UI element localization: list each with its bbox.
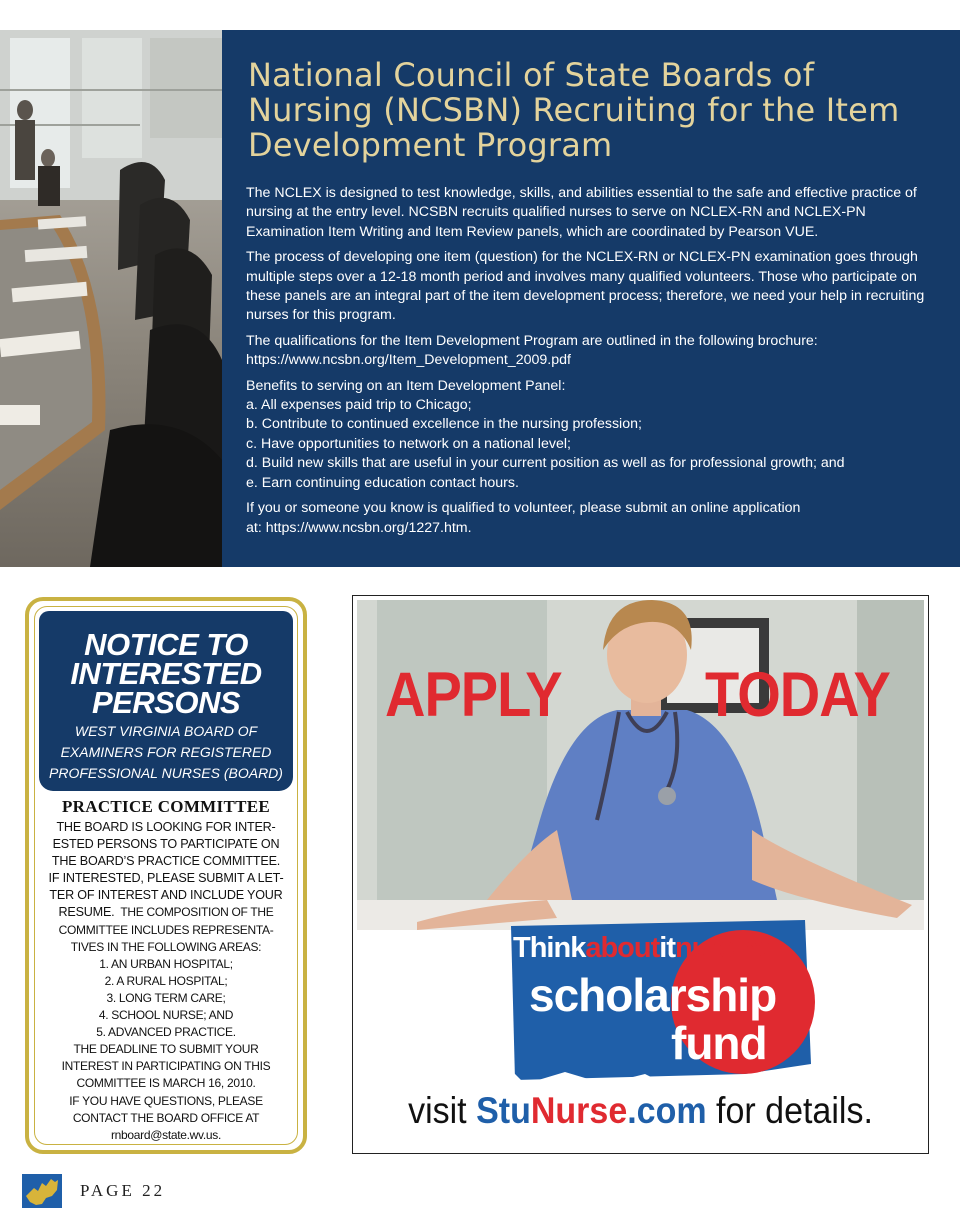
article-panel bbox=[222, 30, 960, 567]
article-title-line: National Council of State Boards of bbox=[248, 56, 815, 94]
notice-title-line: INTERESTED bbox=[70, 656, 262, 691]
benefit-item: e. Earn continuing education contact hours. bbox=[246, 474, 519, 491]
article-title bbox=[248, 58, 938, 163]
notice-title bbox=[39, 627, 293, 720]
notice-header bbox=[39, 611, 293, 791]
notice-deadline-line: COMMITTEE IS MARCH 16, 2010. bbox=[76, 1076, 256, 1091]
notice-subtitle-line: PROFESSIONAL NURSES (BOARD) bbox=[49, 765, 283, 781]
notice-area-item: 3. LONG TERM CARE; bbox=[106, 990, 226, 1005]
cta-site-stu[interactable]: Stu bbox=[476, 1090, 531, 1132]
notice-resume: RESUME. bbox=[58, 905, 115, 920]
article-paragraph: The NCLEX is designed to test knowledge, skills, and abilities essential to the safe and effective practice of nursing at the entry level. NCSBN recruits qualified nurses to serve on NCLEX-RN and NCLEX-PN Examination Item Writing and Item Review panels, which are coordinated by Pearson VUE. bbox=[246, 185, 917, 240]
notice-resume-tail: THE COMPOSITION OF THE bbox=[114, 905, 274, 920]
notice-deadline-line: CONTACT THE BOARD OFFICE AT bbox=[72, 1110, 260, 1125]
cta-tail: for details. bbox=[706, 1090, 873, 1132]
notice-body-line: THE BOARD’S PRACTICE COMMITTEE. bbox=[51, 854, 281, 869]
closing-link: at: https://www.ncsbn.org/1227.htm. bbox=[246, 519, 472, 536]
notice-heading: PRACTICE COMMITTEE bbox=[62, 797, 270, 816]
benefit-item: d. Build new skills that are useful in your current position as well as for professional growth; and bbox=[246, 455, 845, 472]
benefit-item: a. All expenses paid trip to Chicago; bbox=[246, 397, 472, 414]
west-virginia-state-icon bbox=[22, 1174, 62, 1208]
article-paragraph: The qualifications for the Item Development Program are outlined in the following brochure: https://www.ncsbn.org/Item_Development_2009.pdf bbox=[246, 332, 818, 369]
notice-body-line bbox=[43, 904, 289, 921]
benefit-item: c. Have opportunities to network on a national level; bbox=[246, 435, 571, 452]
notice-subtitle-line: WEST VIRGINIA BOARD OF bbox=[74, 723, 258, 739]
nurse-photo bbox=[357, 600, 924, 930]
notice-area-item: 5. ADVANCED PRACTICE. bbox=[96, 1025, 236, 1040]
benefits-list bbox=[246, 377, 942, 493]
notice-email: rnboard@state.wv.us. bbox=[110, 1127, 221, 1142]
logo-think-about-it-nursing bbox=[513, 932, 774, 965]
article-title-line: Nursing (NCSBN) Recruiting for the Item bbox=[248, 91, 900, 129]
article-body bbox=[246, 184, 942, 544]
article-closing bbox=[246, 499, 942, 538]
cta-site-nurse[interactable]: Nurse bbox=[530, 1090, 628, 1132]
logo-nursing: nursing bbox=[675, 932, 775, 964]
notice-body-line: ESTED PERSONS TO PARTICIPATE ON bbox=[52, 837, 280, 852]
ad-apply-text: APPLY bbox=[385, 659, 562, 730]
cta-visit: visit bbox=[408, 1090, 477, 1132]
scholarship-ad bbox=[352, 595, 929, 1154]
article-title-line: Development Program bbox=[248, 126, 613, 164]
boardroom-photo bbox=[0, 30, 222, 567]
notice-body-line: COMMITTEE INCLUDES REPRESENTA- bbox=[58, 922, 274, 937]
notice-inner-frame bbox=[34, 606, 298, 1145]
notice-area-item: 4. SCHOOL NURSE; AND bbox=[98, 1008, 234, 1023]
ad-today-text: TODAY bbox=[705, 659, 890, 730]
notice-body-line: IF INTERESTED, PLEASE SUBMIT A LET- bbox=[48, 871, 284, 886]
notice-area-item: 1. AN URBAN HOSPITAL; bbox=[99, 956, 233, 971]
notice-area-item: 2. A RURAL HOSPITAL; bbox=[104, 973, 228, 988]
benefit-item: b. Contribute to continued excellence in the nursing profession; bbox=[246, 416, 642, 433]
notice-deadline-line: IF YOU HAVE QUESTIONS, PLEASE bbox=[69, 1093, 263, 1108]
page-number: PAGE 22 bbox=[80, 1181, 166, 1200]
notice-subtitle-line: EXAMINERS FOR REGISTERED bbox=[60, 744, 272, 760]
notice-title-line: PERSONS bbox=[91, 685, 241, 720]
benefits-intro: Benefits to serving on an Item Development Panel: bbox=[246, 377, 566, 394]
nurse-illustration bbox=[357, 600, 924, 930]
notice-body-line: THE BOARD IS LOOKING FOR INTER- bbox=[56, 820, 276, 834]
logo-about: about bbox=[585, 932, 660, 964]
notice-body-line: TER OF INTEREST AND INCLUDE YOUR bbox=[49, 888, 283, 903]
cta-site-com[interactable]: .com bbox=[627, 1090, 707, 1132]
notice-body-line: TIVES IN THE FOLLOWING AREAS: bbox=[70, 939, 262, 954]
logo-fund: fund bbox=[671, 1017, 767, 1069]
logo-think: Think bbox=[513, 932, 586, 964]
boardroom-illustration bbox=[0, 30, 222, 567]
logo-it: it bbox=[659, 932, 675, 964]
notice-box bbox=[25, 597, 307, 1154]
notice-deadline-line: INTEREST IN PARTICIPATING ON THIS bbox=[61, 1059, 271, 1074]
notice-deadline-line: THE DEADLINE TO SUBMIT YOUR bbox=[73, 1042, 259, 1057]
closing-line: If you or someone you know is qualified to volunteer, please submit an online application bbox=[246, 500, 801, 517]
article-paragraph: The process of developing one item (question) for the NCLEX-RN or NCLEX-PN examination goes through multiple steps over a 12-18 month period and involves many qualified volunteers. Those who participate on these panels are an integral part of the item development process; therefore, we need your help in recruiting nurses for this program. bbox=[246, 249, 925, 324]
notice-title-line: NOTICE TO bbox=[84, 627, 248, 662]
notice-subtitle bbox=[45, 721, 287, 784]
notice-body bbox=[43, 819, 289, 1144]
logo-scholarship: scholarship bbox=[529, 969, 777, 1021]
ad-call-to-action bbox=[353, 1090, 928, 1132]
